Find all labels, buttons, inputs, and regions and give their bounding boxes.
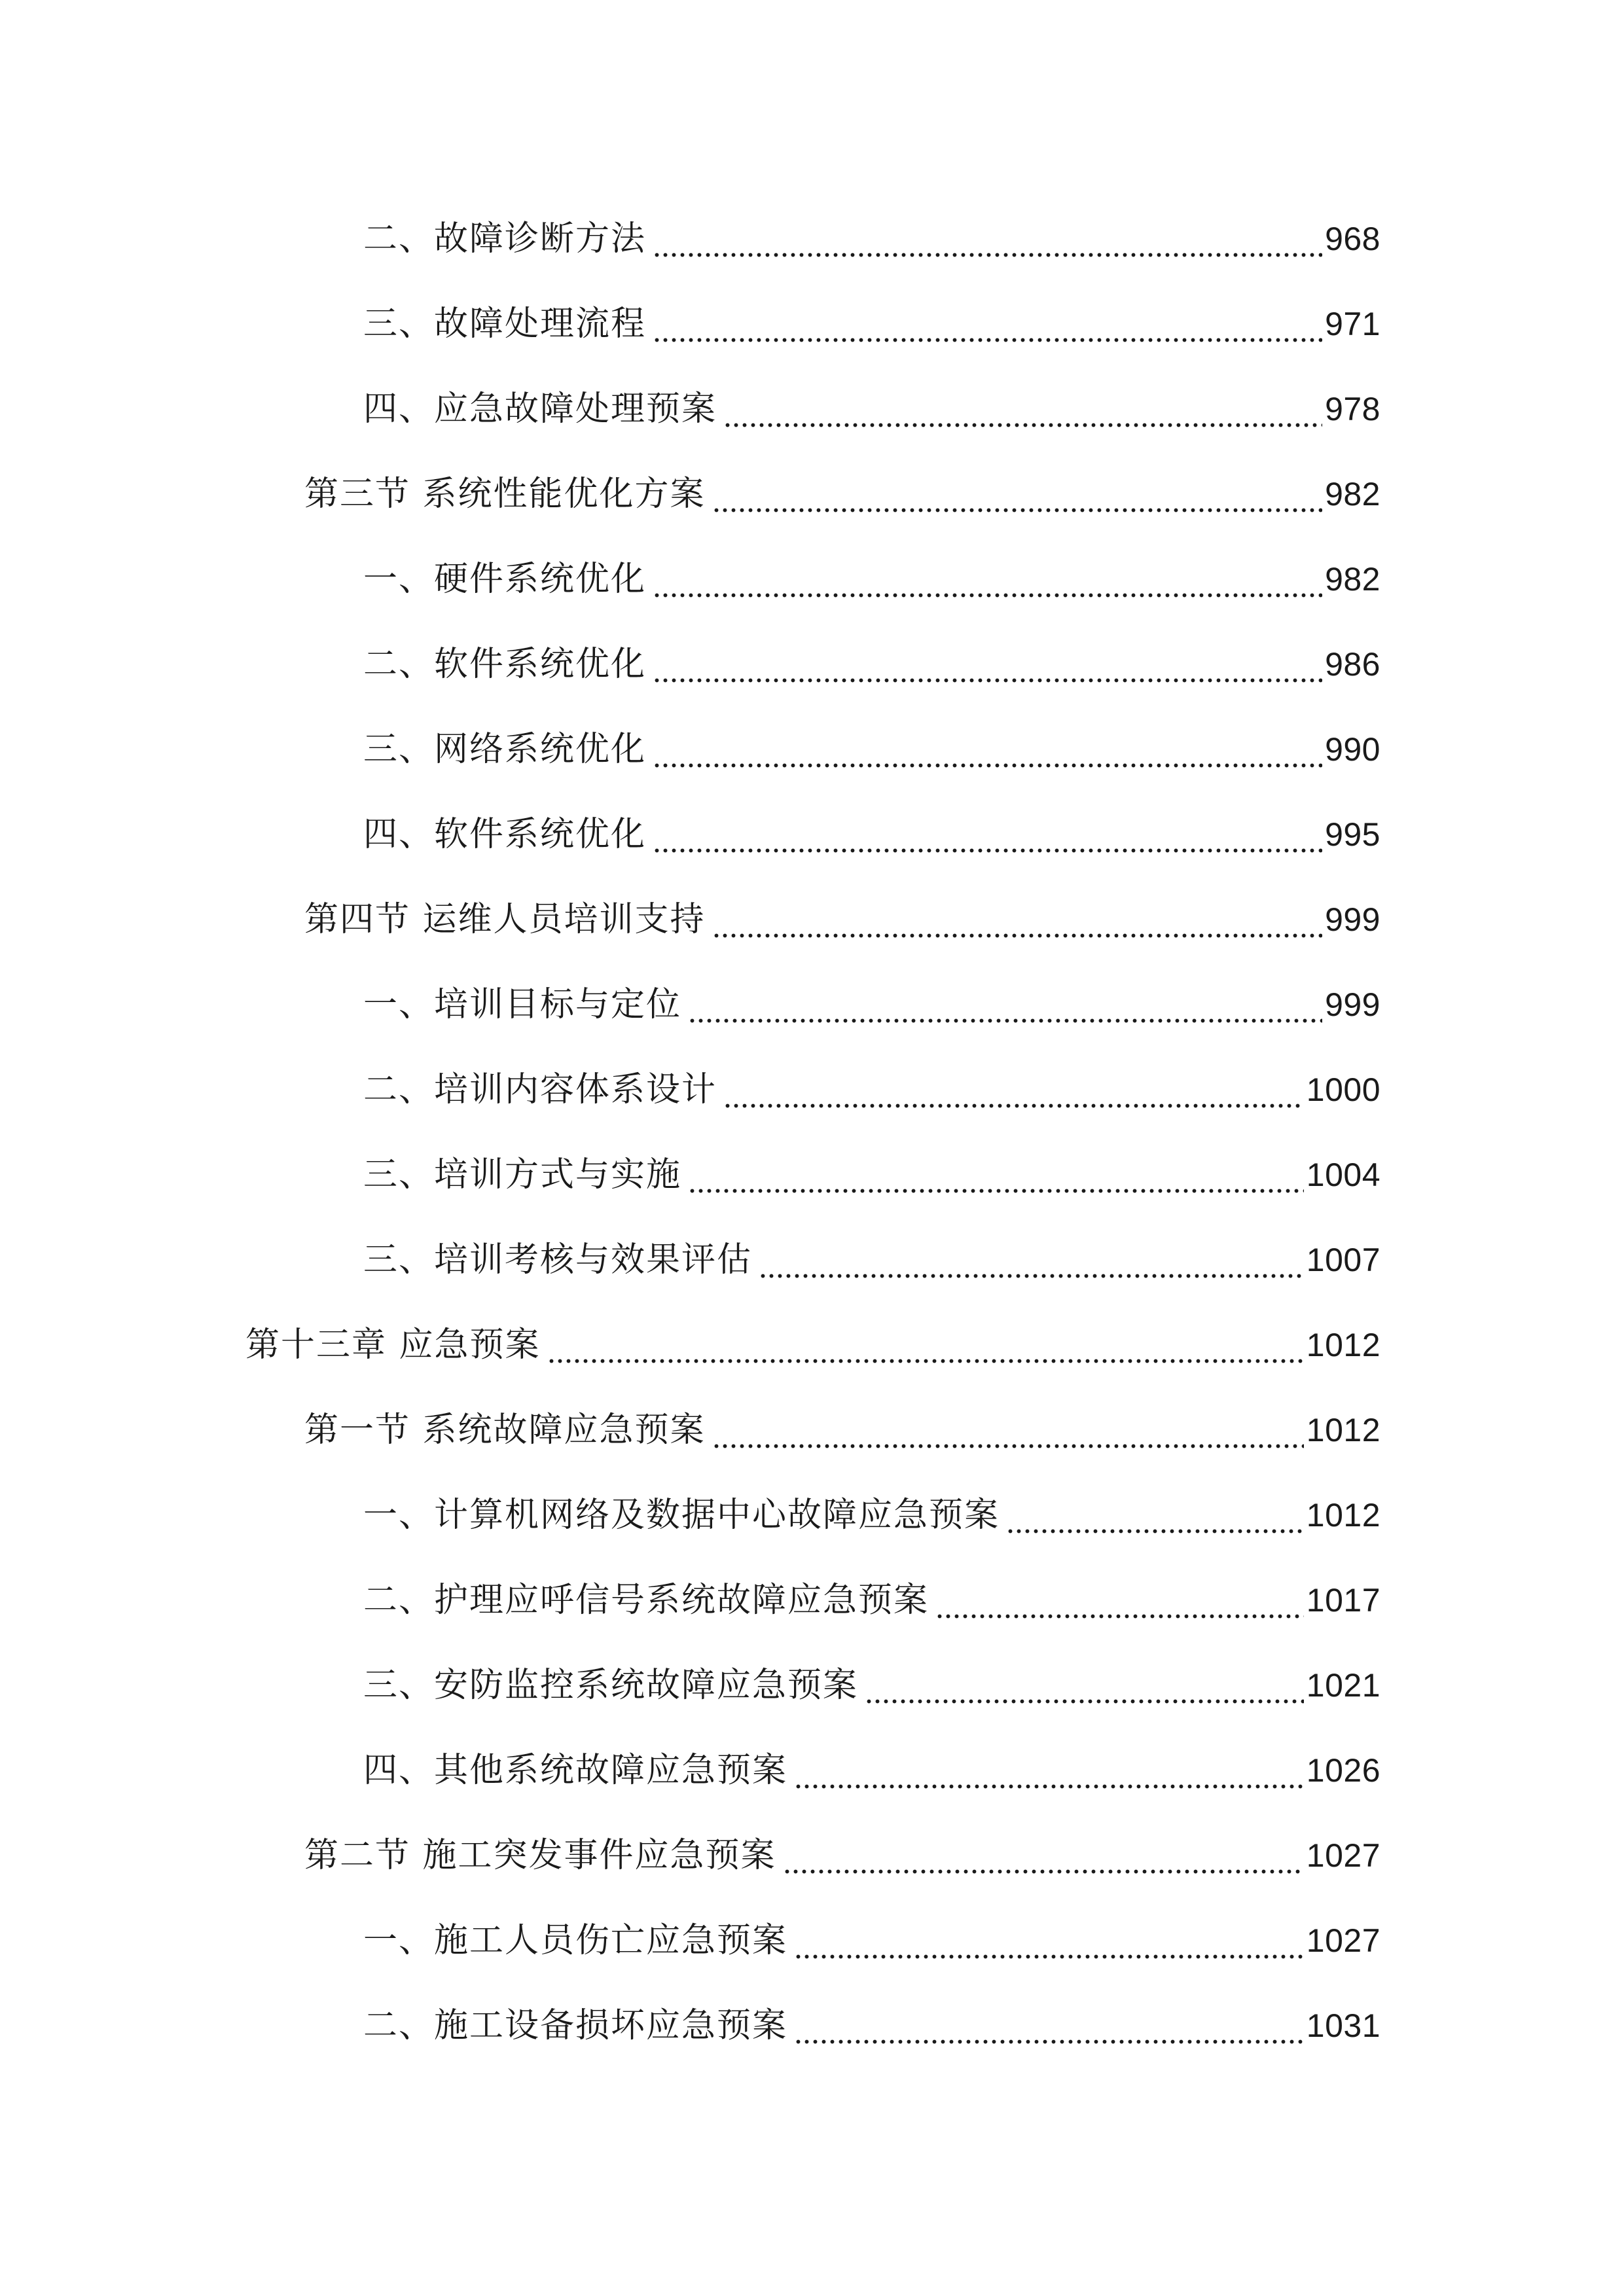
toc-entry-title: 第一节 系统故障应急预案 xyxy=(304,1410,706,1450)
toc-entry-page: 1000 xyxy=(1306,1071,1380,1108)
dot-leader xyxy=(935,1574,1304,1626)
dot-leader xyxy=(653,808,1322,861)
dot-leader xyxy=(794,1744,1304,1797)
toc-entry-page: 971 xyxy=(1325,306,1380,342)
toc-entry[interactable] xyxy=(363,638,1380,691)
toc-section-entry[interactable] xyxy=(304,893,1380,946)
toc-entry-title: 三、培训考核与效果评估 xyxy=(363,1240,753,1280)
toc-entry-page: 995 xyxy=(1325,816,1380,853)
toc-entry-page: 982 xyxy=(1325,476,1380,512)
toc-entry-page: 978 xyxy=(1325,391,1380,427)
toc-entry-title: 第三节 系统性能优化方案 xyxy=(304,475,706,514)
dot-leader xyxy=(1006,1489,1304,1541)
toc-entry-title: 三、故障处理流程 xyxy=(363,304,647,344)
toc-entry[interactable] xyxy=(363,1659,1380,1712)
toc-entry-title: 第二节 施工突发事件应急预案 xyxy=(304,1836,776,1875)
toc-entry-page: 999 xyxy=(1325,986,1380,1023)
toc-entry-page: 1012 xyxy=(1306,1412,1380,1448)
toc-entry-title: 二、软件系统优化 xyxy=(363,645,647,684)
toc-entry[interactable] xyxy=(363,808,1380,861)
toc-entry[interactable] xyxy=(363,553,1380,605)
toc-entry-title: 三、安防监控系统故障应急预案 xyxy=(363,1666,859,1705)
toc-entry-title: 四、其他系统故障应急预案 xyxy=(363,1751,788,1790)
dot-leader xyxy=(547,1319,1304,1371)
toc-entry[interactable] xyxy=(363,978,1380,1031)
toc-entry-title: 一、施工人员伤亡应急预案 xyxy=(363,1921,788,1960)
toc-entry[interactable] xyxy=(363,1064,1380,1116)
toc-entry-title: 二、施工设备损坏应急预案 xyxy=(363,2006,788,2045)
toc-entry-page: 1027 xyxy=(1306,1837,1380,1874)
toc-entry-page: 1026 xyxy=(1306,1752,1380,1789)
toc-entry-page: 968 xyxy=(1325,221,1380,257)
dot-leader xyxy=(723,1064,1304,1116)
toc-entry[interactable] xyxy=(363,2000,1380,2052)
toc-section-entry[interactable] xyxy=(304,468,1380,520)
dot-leader xyxy=(653,213,1322,265)
toc-chapter-entry[interactable] xyxy=(245,1319,1380,1371)
toc-entry[interactable] xyxy=(363,383,1380,435)
toc-entry-title: 一、培训目标与定位 xyxy=(363,985,682,1024)
dot-leader xyxy=(783,1829,1304,1882)
toc-entry-title: 一、硬件系统优化 xyxy=(363,560,647,599)
dot-leader xyxy=(712,1404,1304,1456)
toc-entry-title: 二、培训内容体系设计 xyxy=(363,1070,717,1109)
dot-leader xyxy=(865,1659,1304,1712)
dot-leader xyxy=(653,723,1322,776)
dot-leader xyxy=(653,298,1322,350)
dot-leader xyxy=(794,2000,1304,2052)
toc-entry[interactable] xyxy=(363,1914,1380,1967)
dot-leader xyxy=(688,1149,1304,1201)
toc-entry-page: 1031 xyxy=(1306,2007,1380,2044)
toc-entry-title: 第十三章 应急预案 xyxy=(245,1325,541,1365)
dot-leader xyxy=(688,978,1322,1031)
toc-entry-page: 990 xyxy=(1325,731,1380,768)
dot-leader xyxy=(653,553,1322,605)
toc-entry[interactable] xyxy=(363,1744,1380,1797)
toc-entry-title: 四、软件系统优化 xyxy=(363,815,647,854)
toc-entry-page: 1027 xyxy=(1306,1922,1380,1959)
toc-entry-title: 三、网络系统优化 xyxy=(363,730,647,769)
toc-entry-title: 二、护理应呼信号系统故障应急预案 xyxy=(363,1581,929,1620)
toc-entry[interactable] xyxy=(363,1489,1380,1541)
dot-leader xyxy=(794,1914,1304,1967)
toc-entry-page: 1004 xyxy=(1306,1157,1380,1193)
toc-entry-page: 1007 xyxy=(1306,1242,1380,1278)
dot-leader xyxy=(712,468,1323,520)
toc-entry-page: 1017 xyxy=(1306,1582,1380,1619)
toc-entry-page: 1012 xyxy=(1306,1497,1380,1534)
toc-entry[interactable] xyxy=(363,1234,1380,1286)
toc-entry-page: 1012 xyxy=(1306,1327,1380,1363)
toc-entry[interactable] xyxy=(363,1574,1380,1626)
toc-entry-title: 第四节 运维人员培训支持 xyxy=(304,900,706,939)
toc-entry[interactable] xyxy=(363,213,1380,265)
toc-entry[interactable] xyxy=(363,298,1380,350)
toc-entry-page: 982 xyxy=(1325,561,1380,598)
toc-entry-title: 三、培训方式与实施 xyxy=(363,1155,682,1194)
toc-entry[interactable] xyxy=(363,1149,1380,1201)
dot-leader xyxy=(712,893,1323,946)
toc-entry[interactable] xyxy=(363,723,1380,776)
toc-section-entry[interactable] xyxy=(304,1404,1380,1456)
toc-entry-title: 一、计算机网络及数据中心故障应急预案 xyxy=(363,1496,1000,1535)
dot-leader xyxy=(653,638,1322,691)
toc-entry-title: 二、故障诊断方法 xyxy=(363,219,647,259)
toc-section-entry[interactable] xyxy=(304,1829,1380,1882)
toc-entry-page: 986 xyxy=(1325,646,1380,683)
toc-entry-page: 1021 xyxy=(1306,1667,1380,1704)
toc-entry-title: 四、应急故障处理预案 xyxy=(363,389,717,429)
dot-leader xyxy=(723,383,1322,435)
toc-entry-page: 999 xyxy=(1325,901,1380,938)
dot-leader xyxy=(759,1234,1304,1286)
